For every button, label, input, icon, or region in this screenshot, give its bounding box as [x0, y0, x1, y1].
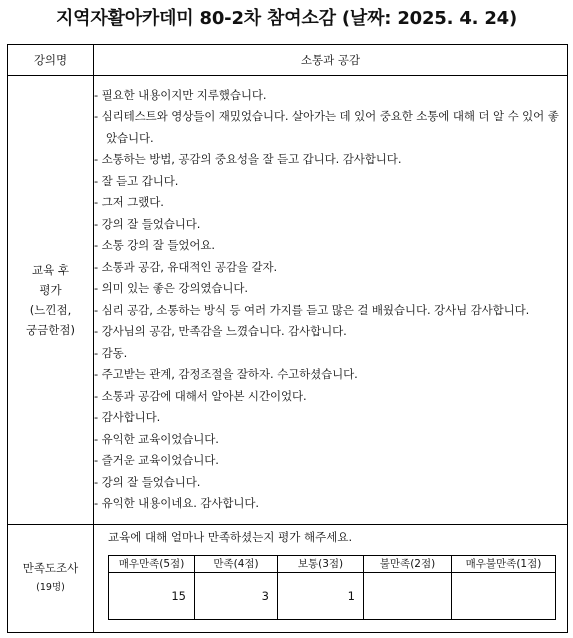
feedback-item: - 감사합니다. [94, 410, 161, 425]
feedback-item: - 소통하는 방법, 공감의 중요성을 잘 듣고 갑니다. 감사합니다. [94, 152, 402, 167]
header-lecture-title: 소통과 공감 [94, 45, 568, 76]
feedback-item: - 소통과 공감, 유대적인 공감을 갈자. [94, 259, 278, 274]
feedback-item: - 심리테스트와 영상들이 재밌었습니다. 살아가는 데 있어 중요한 소통에 대해 더 알 수 있어 좋았습니다. [94, 109, 559, 145]
feedback-item: - 소통 강의 잘 들었어요. [94, 238, 215, 253]
feedback-item: - 주고받는 관계, 감정조절을 잘하자. 수고하셨습니다. [94, 367, 358, 382]
evaluation-label-line: (느낀점, [29, 302, 72, 317]
satisfaction-value-row [109, 572, 556, 619]
feedback-item: - 강사님의 공감, 만족감을 느꼈습니다. 감사합니다. [94, 324, 347, 339]
evaluation-label-line: 교육 후 [32, 262, 69, 277]
feedback-item: - 강의 잘 들었습니다. [94, 474, 201, 489]
rating-satisfied-count: 3 [195, 572, 278, 619]
feedback-item: - 그저 그랬다. [94, 195, 164, 210]
survey-table [7, 44, 568, 633]
feedback-item: - 즐거운 교육이었습니다. [94, 453, 219, 468]
feedback-item: - 유익한 내용이네요. 감사합니다. [94, 496, 259, 511]
evaluation-label [8, 76, 94, 525]
feedback-item: - 의미 있는 좋은 강의였습니다. [94, 281, 248, 296]
feedback-item: - 유익한 교육이었습니다. [94, 431, 219, 446]
rating-dissatisfied-header: 불만족(2점) [364, 555, 452, 572]
feedback-item: - 소통과 공감에 대해서 알아본 시간이었다. [94, 388, 307, 403]
feedback-item: - 심리 공감, 소통하는 방식 등 여러 가지를 듣고 많은 걸 배웠습니다. 강사님 감사합니다. [94, 302, 530, 317]
rating-satisfied-header: 만족(4점) [195, 555, 278, 572]
feedback-list [94, 85, 567, 515]
rating-very-dissatisfied-count [452, 572, 556, 619]
rating-neutral-header: 보통(3점) [278, 555, 364, 572]
evaluation-content [94, 76, 568, 525]
satisfaction-header-row [109, 555, 556, 572]
rating-very-dissatisfied-header: 매우불만족(1점) [452, 555, 556, 572]
rating-dissatisfied-count [364, 572, 452, 619]
header-lecture-name-label: 강의명 [8, 45, 94, 76]
evaluation-row [8, 76, 568, 525]
feedback-item: - 잘 듣고 갑니다. [94, 173, 179, 188]
feedback-item: - 감동. [94, 345, 128, 360]
header-row [8, 45, 568, 76]
satisfaction-table [108, 555, 556, 620]
evaluation-label-line: 궁금한점) [26, 322, 75, 337]
rating-very-satisfied-count: 15 [109, 572, 195, 619]
feedback-item: - 필요한 내용이지만 지루했습니다. [94, 87, 267, 102]
satisfaction-label [8, 524, 94, 632]
rating-neutral-count: 1 [278, 572, 364, 619]
satisfaction-content [94, 524, 568, 632]
evaluation-label-line: 평가 [39, 282, 62, 297]
feedback-item: - 강의 잘 들었습니다. [94, 216, 201, 231]
satisfaction-label-text: 만족도조사 [22, 561, 79, 576]
page-title: 지역자활아카데미 80-2차 참여소감 (날짜: 2025. 4. 24) [55, 8, 518, 29]
respondent-count: (19명) [36, 582, 65, 594]
rating-very-satisfied-header: 매우만족(5점) [109, 555, 195, 572]
satisfaction-row [8, 524, 568, 632]
satisfaction-question: 교육에 대해 얼마나 만족하셨는지 평가 해주세요. [108, 529, 353, 544]
